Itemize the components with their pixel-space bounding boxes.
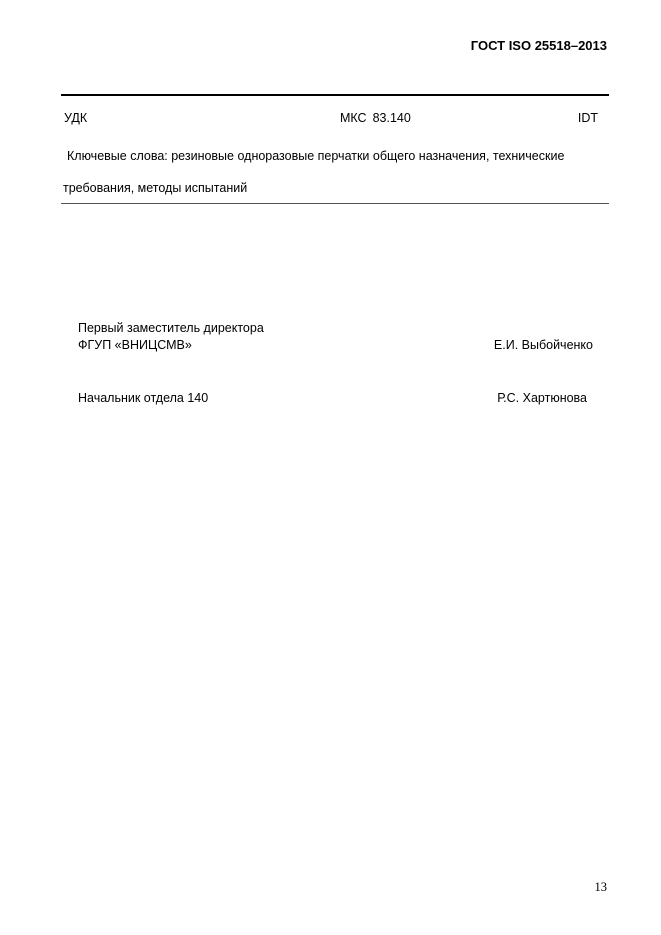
udk-label: УДК <box>64 111 88 125</box>
keywords-line-1: Ключевые слова: резиновые одноразовые перчатки общего назначения, технические <box>67 149 565 163</box>
standard-code-header: ГОСТ ISO 25518–2013 <box>470 38 607 53</box>
equivalence-degree: IDT <box>577 111 598 125</box>
mks-label: МКС <box>340 111 367 125</box>
bottom-divider <box>61 203 609 204</box>
signature-block-director <box>78 320 593 354</box>
signatory-org-row <box>78 337 593 354</box>
signature-block-department-head <box>78 390 593 407</box>
signatory-name: Е.И. Выбойченко <box>493 338 593 352</box>
signatory-title: Первый заместитель директора <box>78 321 264 335</box>
page-number: 13 <box>594 880 607 894</box>
signatory-title: Начальник отдела 140 <box>78 391 209 405</box>
keywords-line-2: требования, методы испытаний <box>63 181 248 195</box>
classification-row <box>64 111 598 127</box>
keywords-block <box>63 140 608 204</box>
top-divider <box>61 94 609 96</box>
signatory-name: Р.С. Хартюнова <box>497 391 587 405</box>
mks-value: 83.140 <box>372 111 411 125</box>
mks-classification <box>340 111 411 125</box>
signatory-title-row <box>78 390 593 407</box>
signatory-organization: ФГУП «ВНИЦСМВ» <box>78 338 192 352</box>
